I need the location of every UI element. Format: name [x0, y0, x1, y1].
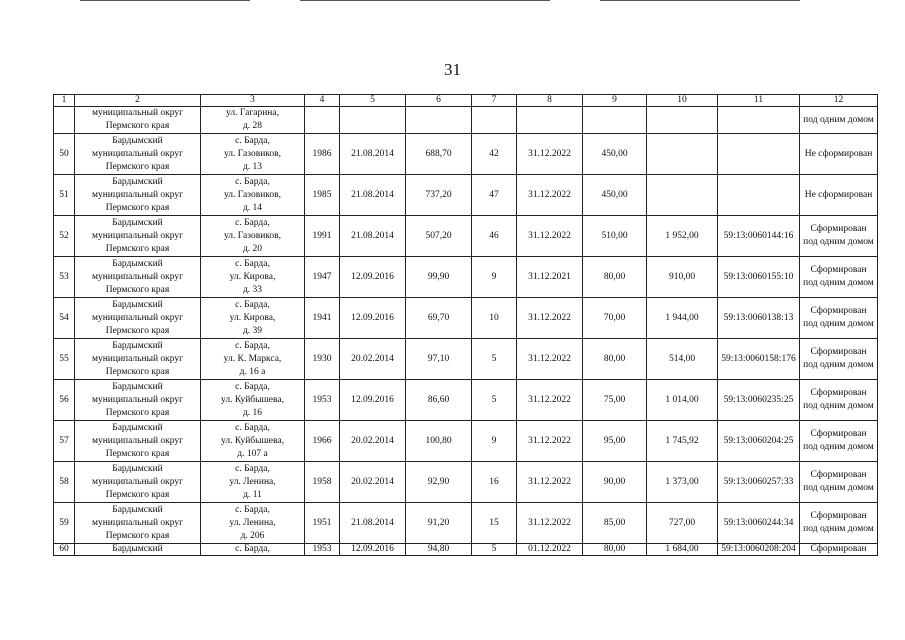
- cell-land-status: [800, 339, 878, 380]
- cell-land-area-planned: 75,00: [583, 380, 647, 421]
- cell-municipality: [75, 462, 201, 503]
- cell-land-area: 727,00: [647, 503, 718, 544]
- cell-area: 507,20: [406, 216, 472, 257]
- land-status-line: Сформирован: [810, 429, 867, 439]
- table-row: [54, 503, 878, 544]
- cell-resettlement-deadline: 31.12.2022: [517, 503, 583, 544]
- table-row: [54, 339, 878, 380]
- land-status-line: под одним домом: [803, 237, 874, 247]
- column-header: 3: [201, 95, 305, 107]
- cell-land-area: [647, 134, 718, 175]
- column-header: 6: [406, 95, 472, 107]
- cell-land-area: 910,00: [647, 257, 718, 298]
- cell-build-year: 1930: [305, 339, 340, 380]
- cell-land-area-planned: 90,00: [583, 462, 647, 503]
- table-row: [54, 421, 878, 462]
- cell-residents: 9: [472, 421, 517, 462]
- cell-land-status: [800, 503, 878, 544]
- cell-resettlement-deadline: [517, 107, 583, 134]
- table-row: [54, 107, 878, 134]
- cell-municipality: [75, 257, 201, 298]
- address-line: с. Барда,: [235, 463, 270, 474]
- address-line: с. Барда,: [235, 504, 270, 515]
- address-line: ул. Кирова,: [229, 271, 276, 282]
- cell-date-recognized: 20.02.2014: [340, 421, 406, 462]
- cell-municipality: [75, 298, 201, 339]
- municipality-line: Бардымский: [112, 299, 163, 310]
- address-line: ул. К. Маркса,: [223, 353, 282, 364]
- cell-land-status: [800, 298, 878, 339]
- address-line: д. 13: [242, 161, 263, 172]
- cell-resettlement-deadline: 31.12.2021: [517, 257, 583, 298]
- cell-date-recognized: 20.02.2014: [340, 462, 406, 503]
- municipality-line: муниципальный округ: [91, 353, 184, 364]
- address-line: ул. Газовиков,: [223, 230, 282, 241]
- cell-land-area: 1 952,00: [647, 216, 718, 257]
- address-line: д. 14: [242, 202, 263, 213]
- cell-area: 69,70: [406, 298, 472, 339]
- cell-residents: 16: [472, 462, 517, 503]
- cell-municipality: [75, 339, 201, 380]
- cell-area: 94,80: [406, 544, 472, 556]
- housing-table: [53, 94, 878, 556]
- cell-cadastral-number: 59:13:0060208:204: [718, 544, 800, 556]
- cell-build-year: 1958: [305, 462, 340, 503]
- cell-row-number: 54: [54, 298, 75, 339]
- table-row: [54, 175, 878, 216]
- municipality-line: Пермского края: [105, 243, 170, 254]
- municipality-line: Пермского края: [105, 407, 170, 418]
- cell-area: 92,90: [406, 462, 472, 503]
- cell-row-number: 60: [54, 544, 75, 556]
- address-line: ул. Ленина,: [229, 476, 276, 487]
- cell-resettlement-deadline: 31.12.2022: [517, 298, 583, 339]
- municipality-line: Пермского края: [105, 202, 170, 213]
- cell-row-number: 52: [54, 216, 75, 257]
- land-status-line: Сформирован: [810, 388, 867, 398]
- address-line: с. Барда,: [235, 135, 270, 146]
- cell-area: 737,20: [406, 175, 472, 216]
- cell-land-area: [647, 107, 718, 134]
- cell-build-year: 1951: [305, 503, 340, 544]
- cell-area: 97,10: [406, 339, 472, 380]
- cell-land-area-planned: 85,00: [583, 503, 647, 544]
- cell-land-status: [800, 107, 878, 134]
- municipality-line: Пермского края: [105, 530, 170, 541]
- cell-build-year: 1985: [305, 175, 340, 216]
- address-line: с. Барда,: [235, 422, 270, 433]
- cell-date-recognized: 21.08.2014: [340, 134, 406, 175]
- cell-land-status: [800, 380, 878, 421]
- cell-area: 99,90: [406, 257, 472, 298]
- land-status-line: под одним домом: [803, 319, 874, 329]
- land-status-line: Сформирован: [810, 544, 867, 554]
- address-line: с. Барда,: [235, 176, 270, 187]
- address-line: д. 107 а: [237, 448, 268, 459]
- cell-build-year: 1953: [305, 544, 340, 556]
- column-header: 2: [75, 95, 201, 107]
- table-row: [54, 380, 878, 421]
- cell-municipality: [75, 175, 201, 216]
- cell-residents: 5: [472, 380, 517, 421]
- municipality-line: муниципальный округ: [91, 189, 184, 200]
- cell-residents: 42: [472, 134, 517, 175]
- cell-row-number: 50: [54, 134, 75, 175]
- column-number-row: [54, 95, 878, 107]
- land-status-line: Не сформирован: [804, 148, 873, 159]
- cell-address: [201, 134, 305, 175]
- cell-residents: [472, 107, 517, 134]
- column-header: 5: [340, 95, 406, 107]
- municipality-line: Бардымский: [112, 258, 163, 269]
- cell-date-recognized: 20.02.2014: [340, 339, 406, 380]
- cell-date-recognized: 12.09.2016: [340, 257, 406, 298]
- column-header: 10: [647, 95, 718, 107]
- cell-address: [201, 544, 305, 556]
- cell-residents: 5: [472, 544, 517, 556]
- cell-municipality: [75, 421, 201, 462]
- cell-date-recognized: 12.09.2016: [340, 380, 406, 421]
- cell-municipality: [75, 503, 201, 544]
- cell-cadastral-number: [718, 134, 800, 175]
- municipality-line: Бардымский: [112, 381, 163, 392]
- cell-build-year: 1941: [305, 298, 340, 339]
- cell-land-area: 1 745,92: [647, 421, 718, 462]
- cell-land-area: 1 684,00: [647, 544, 718, 556]
- cell-resettlement-deadline: 31.12.2022: [517, 380, 583, 421]
- cell-row-number: [54, 107, 75, 134]
- cell-row-number: 55: [54, 339, 75, 380]
- municipality-line: Бардымский: [112, 340, 163, 351]
- cell-date-recognized: 12.09.2016: [340, 544, 406, 556]
- address-line: ул. Гагарина,: [226, 108, 279, 118]
- address-line: с. Барда,: [235, 340, 270, 351]
- cell-date-recognized: [340, 107, 406, 134]
- address-line: ул. Куйбышева,: [221, 394, 284, 405]
- cell-residents: 46: [472, 216, 517, 257]
- cell-land-area: 1 944,00: [647, 298, 718, 339]
- cell-land-area-planned: 450,00: [583, 134, 647, 175]
- cell-land-status: [800, 216, 878, 257]
- cell-area: 86,60: [406, 380, 472, 421]
- cell-residents: 47: [472, 175, 517, 216]
- cell-build-year: 1986: [305, 134, 340, 175]
- cell-row-number: 58: [54, 462, 75, 503]
- municipality-line: Пермского края: [105, 121, 170, 131]
- cell-address: [201, 175, 305, 216]
- cell-land-status: [800, 544, 878, 556]
- cell-land-status: [800, 134, 878, 175]
- cell-cadastral-number: 59:13:0060244:34: [718, 503, 800, 544]
- cell-date-recognized: 12.09.2016: [340, 298, 406, 339]
- land-status-line: под одним домом: [803, 483, 874, 493]
- cell-build-year: 1966: [305, 421, 340, 462]
- address-line: с. Барда,: [235, 258, 270, 269]
- table-row: [54, 134, 878, 175]
- municipality-line: Пермского края: [105, 161, 170, 172]
- table-row: [54, 462, 878, 503]
- cell-municipality: [75, 380, 201, 421]
- municipality-line: Пермского края: [105, 489, 170, 500]
- cell-land-area-planned: 70,00: [583, 298, 647, 339]
- column-header: 7: [472, 95, 517, 107]
- address-line: ул. Газовиков,: [223, 189, 282, 200]
- cell-row-number: 53: [54, 257, 75, 298]
- land-status-line: Сформирован: [810, 470, 867, 480]
- cell-residents: 9: [472, 257, 517, 298]
- address-line: ул. Газовиков,: [223, 148, 282, 159]
- address-line: ул. Кирова,: [229, 312, 276, 323]
- municipality-line: Бардымский: [112, 422, 163, 433]
- cell-resettlement-deadline: 01.12.2022: [517, 544, 583, 556]
- land-status-line: под одним домом: [803, 360, 874, 370]
- cell-cadastral-number: 59:13:0060138:13: [718, 298, 800, 339]
- municipality-line: муниципальный округ: [91, 312, 184, 323]
- cell-land-area: [647, 175, 718, 216]
- address-line: д. 39: [242, 325, 263, 336]
- column-header: 12: [800, 95, 878, 107]
- cell-land-area: 1 373,00: [647, 462, 718, 503]
- municipality-line: Бардымский: [112, 463, 163, 474]
- column-header: 1: [54, 95, 75, 107]
- municipality-line: муниципальный округ: [91, 394, 184, 405]
- cell-land-area-planned: 450,00: [583, 175, 647, 216]
- cell-land-area-planned: 510,00: [583, 216, 647, 257]
- cell-land-status: [800, 175, 878, 216]
- cell-address: [201, 421, 305, 462]
- address-line: д. 11: [243, 489, 262, 500]
- cell-date-recognized: 21.08.2014: [340, 216, 406, 257]
- land-status-line: под одним домом: [803, 524, 874, 534]
- cell-area: [406, 107, 472, 134]
- address-line: д. 20: [242, 243, 263, 254]
- cell-address: [201, 380, 305, 421]
- address-line: д. 16 а: [239, 366, 266, 377]
- cell-land-status: [800, 421, 878, 462]
- cell-land-area-planned: 95,00: [583, 421, 647, 462]
- cell-row-number: 57: [54, 421, 75, 462]
- land-status-line: под одним домом: [803, 442, 874, 452]
- municipality-line: муниципальный округ: [91, 108, 184, 118]
- cell-resettlement-deadline: 31.12.2022: [517, 175, 583, 216]
- table-row: [54, 216, 878, 257]
- municipality-line: Бардымский: [112, 217, 163, 228]
- land-status-line: Не сформирован: [804, 189, 873, 200]
- cell-resettlement-deadline: 31.12.2022: [517, 216, 583, 257]
- cell-row-number: 56: [54, 380, 75, 421]
- land-status-line: под одним домом: [803, 114, 874, 125]
- cell-date-recognized: 21.08.2014: [340, 175, 406, 216]
- municipality-line: Бардымский: [112, 504, 163, 515]
- cell-resettlement-deadline: 31.12.2022: [517, 462, 583, 503]
- cell-cadastral-number: 59:13:0060144:16: [718, 216, 800, 257]
- address-line: с. Барда,: [235, 299, 270, 310]
- municipality-line: муниципальный округ: [91, 148, 184, 159]
- address-line: д. 206: [240, 530, 265, 541]
- cell-cadastral-number: 59:13:0060158:176: [718, 339, 800, 380]
- land-status-line: Сформирован: [810, 347, 867, 357]
- cell-address: [201, 298, 305, 339]
- cell-cadastral-number: 59:13:0060155:10: [718, 257, 800, 298]
- cell-cadastral-number: [718, 107, 800, 134]
- cell-row-number: 51: [54, 175, 75, 216]
- cell-municipality: [75, 107, 201, 134]
- municipality-line: муниципальный округ: [91, 517, 184, 528]
- municipality-line: муниципальный округ: [91, 271, 184, 282]
- municipality-line: Пермского края: [105, 325, 170, 336]
- cell-address: [201, 257, 305, 298]
- cell-municipality: [75, 134, 201, 175]
- municipality-line: Пермского края: [105, 366, 170, 377]
- cell-date-recognized: 21.08.2014: [340, 503, 406, 544]
- cell-build-year: 1991: [305, 216, 340, 257]
- column-header: 9: [583, 95, 647, 107]
- cell-land-area: 514,00: [647, 339, 718, 380]
- land-status-line: Сформирован: [810, 511, 867, 521]
- address-line: с. Барда,: [235, 544, 270, 554]
- cell-area: 688,70: [406, 134, 472, 175]
- table-row: [54, 257, 878, 298]
- cell-address: [201, 216, 305, 257]
- municipality-line: муниципальный округ: [91, 476, 184, 487]
- cell-build-year: 1953: [305, 380, 340, 421]
- address-line: ул. Куйбышева,: [221, 435, 284, 446]
- cell-cadastral-number: 59:13:0060235:25: [718, 380, 800, 421]
- cell-residents: 5: [472, 339, 517, 380]
- column-header: 11: [718, 95, 800, 107]
- land-status-line: Сформирован: [810, 265, 867, 275]
- top-edge-rule: [80, 0, 250, 1]
- cell-build-year: 1947: [305, 257, 340, 298]
- cell-cadastral-number: 59:13:0060257:33: [718, 462, 800, 503]
- address-line: ул. Ленина,: [229, 517, 276, 528]
- cell-land-area-planned: 80,00: [583, 339, 647, 380]
- column-header: 8: [517, 95, 583, 107]
- cell-address: [201, 503, 305, 544]
- cell-area: 100,80: [406, 421, 472, 462]
- cell-residents: 15: [472, 503, 517, 544]
- cell-municipality: [75, 216, 201, 257]
- municipality-line: Пермского края: [105, 448, 170, 459]
- cell-residents: 10: [472, 298, 517, 339]
- municipality-line: Бардымский: [112, 176, 163, 187]
- cell-land-status: [800, 462, 878, 503]
- municipality-line: Бардымский: [112, 135, 163, 146]
- address-line: д. 33: [242, 284, 263, 295]
- cell-resettlement-deadline: 31.12.2022: [517, 134, 583, 175]
- table-row: [54, 544, 878, 556]
- address-line: д. 16: [242, 407, 263, 418]
- table-row: [54, 298, 878, 339]
- top-edge-rule: [300, 0, 550, 1]
- cell-address: [201, 462, 305, 503]
- address-line: с. Барда,: [235, 381, 270, 392]
- cell-cadastral-number: [718, 175, 800, 216]
- cell-land-area-planned: 80,00: [583, 257, 647, 298]
- cell-resettlement-deadline: 31.12.2022: [517, 339, 583, 380]
- cell-row-number: 59: [54, 503, 75, 544]
- cell-land-status: [800, 257, 878, 298]
- cell-land-area-planned: 80,00: [583, 544, 647, 556]
- cell-address: [201, 107, 305, 134]
- page-number: 31: [444, 60, 461, 79]
- municipality-line: Пермского края: [105, 284, 170, 295]
- cell-land-area: 1 014,00: [647, 380, 718, 421]
- municipality-line: Бардымский: [112, 544, 163, 554]
- land-status-line: Сформирован: [810, 306, 867, 316]
- land-status-line: Сформирован: [810, 224, 867, 234]
- column-header: 4: [305, 95, 340, 107]
- municipality-line: муниципальный округ: [91, 230, 184, 241]
- top-edge-rule: [600, 0, 800, 1]
- land-status-line: под одним домом: [803, 401, 874, 411]
- address-line: с. Барда,: [235, 217, 270, 228]
- land-status-line: под одним домом: [803, 278, 874, 288]
- municipality-line: муниципальный округ: [91, 435, 184, 446]
- address-line: д. 28: [242, 121, 263, 131]
- cell-address: [201, 339, 305, 380]
- cell-resettlement-deadline: 31.12.2022: [517, 421, 583, 462]
- cell-land-area-planned: [583, 107, 647, 134]
- cell-area: 91,20: [406, 503, 472, 544]
- cell-municipality: [75, 544, 201, 556]
- cell-build-year: [305, 107, 340, 134]
- cell-cadastral-number: 59:13:0060204:25: [718, 421, 800, 462]
